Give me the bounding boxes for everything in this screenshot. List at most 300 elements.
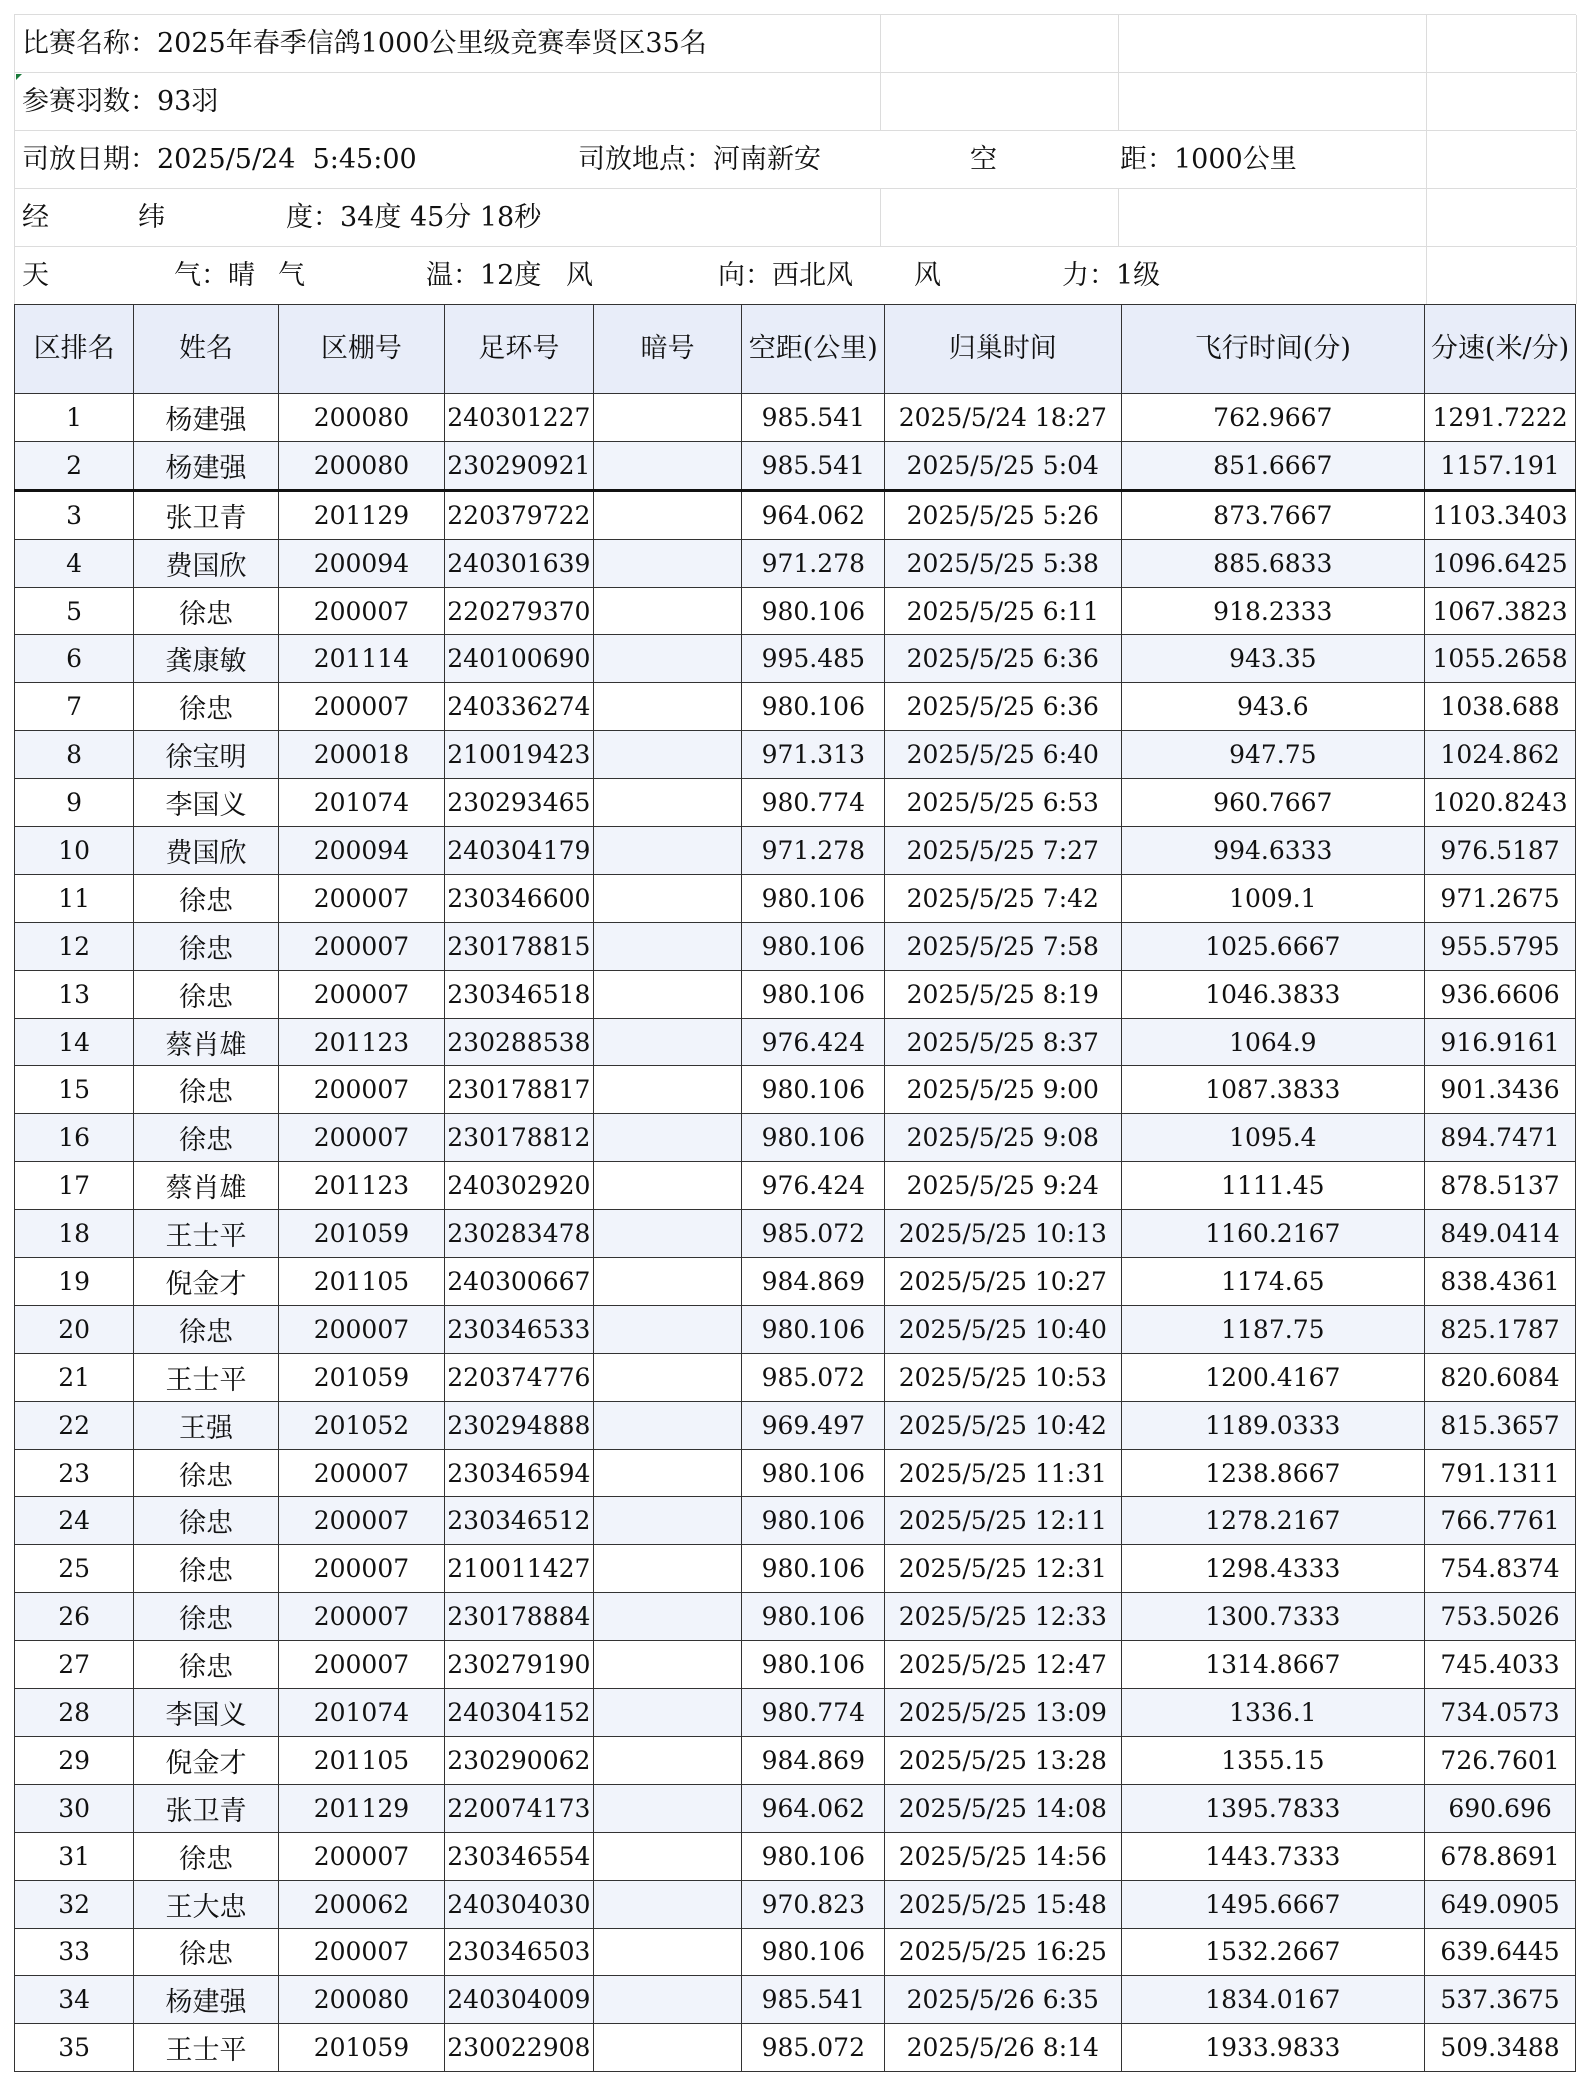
cell-code <box>593 441 742 490</box>
cell-code <box>593 539 742 587</box>
cell-flight-time: 1160.2167 <box>1121 1210 1425 1258</box>
cell-name: 徐忠 <box>134 970 279 1018</box>
cell-loft: 200080 <box>278 1976 444 2024</box>
cell-speed: 1055.2658 <box>1425 635 1576 683</box>
table-row <box>15 1976 1576 2024</box>
cell-rank: 11 <box>15 874 134 922</box>
cell-flight-time: 873.7667 <box>1121 490 1425 539</box>
table-row <box>15 1066 1576 1114</box>
cell-name: 蔡肖雄 <box>134 1018 279 1066</box>
cell-flight-time: 994.6333 <box>1121 827 1425 875</box>
col-header-ring: 足环号 <box>444 305 593 394</box>
col-header-rank: 区排名 <box>15 305 134 394</box>
weather-label-e: 风 <box>566 260 593 291</box>
cell-rank: 27 <box>15 1641 134 1689</box>
cell-arrival: 2025/5/25 7:27 <box>885 827 1121 875</box>
cell-arrival: 2025/5/25 14:08 <box>885 1784 1121 1832</box>
cell-distance: 984.869 <box>742 1736 885 1784</box>
cell-ring: 230293465 <box>444 779 593 827</box>
cell-loft: 200094 <box>278 827 444 875</box>
wind-direction: 向：西北风 <box>718 260 853 291</box>
results-sheet <box>14 14 1576 2072</box>
cell-distance: 971.278 <box>742 827 885 875</box>
cell-rank: 25 <box>15 1545 134 1593</box>
cell-arrival: 2025/5/25 10:42 <box>885 1401 1121 1449</box>
cell-ring: 230178817 <box>444 1066 593 1114</box>
cell-rank: 5 <box>15 587 134 635</box>
table-row <box>15 587 1576 635</box>
cell-arrival: 2025/5/25 5:38 <box>885 539 1121 587</box>
cell-distance: 980.106 <box>742 1066 885 1114</box>
cell-loft: 201074 <box>278 779 444 827</box>
cell-flight-time: 1300.7333 <box>1121 1593 1425 1641</box>
cell-ring: 230346533 <box>444 1305 593 1353</box>
cell-arrival: 2025/5/25 10:53 <box>885 1353 1121 1401</box>
cell-flight-time: 1532.2667 <box>1121 1928 1425 1976</box>
cell-arrival: 2025/5/25 15:48 <box>885 1880 1121 1928</box>
cell-flight-time: 1009.1 <box>1121 874 1425 922</box>
cell-flight-time: 1046.3833 <box>1121 970 1425 1018</box>
cell-rank: 7 <box>15 683 134 731</box>
cell-distance: 980.106 <box>742 1114 885 1162</box>
coordinates-row <box>14 189 1576 247</box>
cell-name: 杨建强 <box>134 1976 279 2024</box>
cell-ring: 220374776 <box>444 1353 593 1401</box>
cell-code <box>593 779 742 827</box>
cell-code <box>593 1976 742 2024</box>
cell-flight-time: 1111.45 <box>1121 1162 1425 1210</box>
cell-distance: 980.774 <box>742 1689 885 1737</box>
cell-rank: 35 <box>15 2024 134 2072</box>
cell-rank: 17 <box>15 1162 134 1210</box>
cell-distance: 980.106 <box>742 922 885 970</box>
cell-name: 张卫青 <box>134 1784 279 1832</box>
cell-ring: 220074173 <box>444 1784 593 1832</box>
cell-speed: 849.0414 <box>1425 1210 1576 1258</box>
entries-count: 参赛羽数：93羽 <box>22 86 219 117</box>
cell-flight-time: 1834.0167 <box>1121 1976 1425 2024</box>
cell-loft: 200007 <box>278 1545 444 1593</box>
cell-speed: 976.5187 <box>1425 827 1576 875</box>
cell-loft: 201105 <box>278 1736 444 1784</box>
cell-speed: 901.3436 <box>1425 1066 1576 1114</box>
cell-speed: 1067.3823 <box>1425 587 1576 635</box>
cell-ring: 230346518 <box>444 970 593 1018</box>
cell-code <box>593 970 742 1018</box>
cell-rank: 28 <box>15 1689 134 1737</box>
cell-speed: 1038.688 <box>1425 683 1576 731</box>
cell-loft: 201114 <box>278 635 444 683</box>
cell-rank: 9 <box>15 779 134 827</box>
cell-ring: 240301639 <box>444 539 593 587</box>
cell-name: 倪金才 <box>134 1736 279 1784</box>
cell-rank: 19 <box>15 1258 134 1306</box>
cell-code <box>593 1401 742 1449</box>
col-header-distance: 空距(公里) <box>742 305 885 394</box>
col-header-name: 姓名 <box>134 305 279 394</box>
cell-code <box>593 1689 742 1737</box>
cell-distance: 980.106 <box>742 683 885 731</box>
cell-loft: 201129 <box>278 1784 444 1832</box>
cell-rank: 29 <box>15 1736 134 1784</box>
cell-name: 徐忠 <box>134 1545 279 1593</box>
table-row <box>15 1736 1576 1784</box>
cell-speed: 678.8691 <box>1425 1832 1576 1880</box>
cell-ring: 210011427 <box>444 1545 593 1593</box>
cell-distance: 971.313 <box>742 731 885 779</box>
cell-ring: 230178812 <box>444 1114 593 1162</box>
cell-name: 徐忠 <box>134 1066 279 1114</box>
table-row <box>15 1641 1576 1689</box>
cell-code <box>593 1018 742 1066</box>
cell-speed: 894.7471 <box>1425 1114 1576 1162</box>
col-header-loft: 区棚号 <box>278 305 444 394</box>
cell-flight-time: 1025.6667 <box>1121 922 1425 970</box>
cell-flight-time: 762.9667 <box>1121 394 1425 442</box>
table-row <box>15 441 1576 490</box>
cell-arrival: 2025/5/25 12:11 <box>885 1497 1121 1545</box>
cell-rank: 6 <box>15 635 134 683</box>
cell-flight-time: 1443.7333 <box>1121 1832 1425 1880</box>
cell-arrival: 2025/5/25 7:42 <box>885 874 1121 922</box>
release-row <box>14 131 1576 189</box>
cell-arrival: 2025/5/25 8:19 <box>885 970 1121 1018</box>
cell-distance: 980.106 <box>742 587 885 635</box>
table-row <box>15 827 1576 875</box>
race-name-row <box>14 14 1576 73</box>
weather-label-a: 天 <box>22 260 49 291</box>
cell-rank: 8 <box>15 731 134 779</box>
cell-rank: 13 <box>15 970 134 1018</box>
cell-loft: 201059 <box>278 1353 444 1401</box>
cell-ring: 210019423 <box>444 731 593 779</box>
cell-code <box>593 1928 742 1976</box>
cell-name: 徐忠 <box>134 1449 279 1497</box>
table-row <box>15 635 1576 683</box>
cell-distance: 980.106 <box>742 1305 885 1353</box>
cell-arrival: 2025/5/25 10:13 <box>885 1210 1121 1258</box>
cell-speed: 878.5137 <box>1425 1162 1576 1210</box>
cell-loft: 200007 <box>278 1114 444 1162</box>
cell-arrival: 2025/5/26 6:35 <box>885 1976 1121 2024</box>
cell-rank: 12 <box>15 922 134 970</box>
cell-ring: 230178815 <box>444 922 593 970</box>
cell-arrival: 2025/5/26 8:14 <box>885 2024 1121 2072</box>
cell-loft: 200007 <box>278 1305 444 1353</box>
cell-name: 杨建强 <box>134 394 279 442</box>
cell-arrival: 2025/5/25 6:36 <box>885 635 1121 683</box>
cell-arrival: 2025/5/25 8:37 <box>885 1018 1121 1066</box>
cell-arrival: 2025/5/25 9:24 <box>885 1162 1121 1210</box>
cell-rank: 10 <box>15 827 134 875</box>
cell-code <box>593 1162 742 1210</box>
cell-loft: 201059 <box>278 2024 444 2072</box>
cell-speed: 971.2675 <box>1425 874 1576 922</box>
table-row <box>15 1545 1576 1593</box>
cell-name: 杨建强 <box>134 441 279 490</box>
cell-ring: 240100690 <box>444 635 593 683</box>
cell-rank: 26 <box>15 1593 134 1641</box>
cell-ring: 230290062 <box>444 1736 593 1784</box>
cell-name: 徐忠 <box>134 683 279 731</box>
cell-arrival: 2025/5/25 13:28 <box>885 1736 1121 1784</box>
cell-loft: 201129 <box>278 490 444 539</box>
cell-name: 徐忠 <box>134 1497 279 1545</box>
cell-rank: 3 <box>15 490 134 539</box>
cell-flight-time: 885.6833 <box>1121 539 1425 587</box>
cell-code <box>593 1066 742 1114</box>
cell-distance: 980.106 <box>742 874 885 922</box>
cell-flight-time: 1064.9 <box>1121 1018 1425 1066</box>
cell-code <box>593 635 742 683</box>
table-row <box>15 970 1576 1018</box>
cell-rank: 14 <box>15 1018 134 1066</box>
cell-distance: 980.774 <box>742 779 885 827</box>
weather-value: 气：晴 <box>174 260 255 291</box>
cell-code <box>593 394 742 442</box>
cell-speed: 753.5026 <box>1425 1593 1576 1641</box>
cell-distance: 964.062 <box>742 490 885 539</box>
table-row <box>15 1880 1576 1928</box>
cell-code <box>593 1258 742 1306</box>
cell-loft: 200018 <box>278 731 444 779</box>
distance-value: 距：1000公里 <box>1120 144 1297 175</box>
table-row <box>15 1114 1576 1162</box>
cell-ring: 230288538 <box>444 1018 593 1066</box>
entries-row <box>14 73 1576 131</box>
cell-distance: 980.106 <box>742 1545 885 1593</box>
cell-speed: 791.1311 <box>1425 1449 1576 1497</box>
cell-rank: 32 <box>15 1880 134 1928</box>
cell-speed: 766.7761 <box>1425 1497 1576 1545</box>
cell-name: 李国义 <box>134 1689 279 1737</box>
cell-ring: 230346503 <box>444 1928 593 1976</box>
cell-loft: 200007 <box>278 1832 444 1880</box>
cell-name: 徐忠 <box>134 587 279 635</box>
cell-code <box>593 731 742 779</box>
cell-code <box>593 1784 742 1832</box>
cell-rank: 21 <box>15 1353 134 1401</box>
cell-speed: 1103.3403 <box>1425 490 1576 539</box>
cell-distance: 985.541 <box>742 394 885 442</box>
cell-arrival: 2025/5/25 9:08 <box>885 1114 1121 1162</box>
cell-loft: 200007 <box>278 1066 444 1114</box>
cell-distance: 980.106 <box>742 1641 885 1689</box>
results-table <box>14 304 1576 2072</box>
cell-loft: 200007 <box>278 683 444 731</box>
cell-ring: 220379722 <box>444 490 593 539</box>
cell-distance: 985.541 <box>742 441 885 490</box>
cell-ring: 240300667 <box>444 1258 593 1306</box>
table-row <box>15 1353 1576 1401</box>
cell-name: 费国欣 <box>134 827 279 875</box>
cell-arrival: 2025/5/24 18:27 <box>885 394 1121 442</box>
table-row <box>15 1449 1576 1497</box>
cell-loft: 200062 <box>278 1880 444 1928</box>
cell-loft: 200007 <box>278 970 444 1018</box>
cell-arrival: 2025/5/25 6:36 <box>885 683 1121 731</box>
cell-name: 李国义 <box>134 779 279 827</box>
cell-loft: 201123 <box>278 1162 444 1210</box>
table-row <box>15 1018 1576 1066</box>
cell-code <box>593 1449 742 1497</box>
cell-loft: 200007 <box>278 1641 444 1689</box>
release-date: 司放日期：2025/5/24 5:45:00 <box>22 144 417 175</box>
table-row <box>15 1210 1576 1258</box>
cell-speed: 825.1787 <box>1425 1305 1576 1353</box>
cell-distance: 971.278 <box>742 539 885 587</box>
cell-arrival: 2025/5/25 5:04 <box>885 441 1121 490</box>
coord-value: 度：34度 45分 18秒 <box>286 202 542 233</box>
cell-loft: 200007 <box>278 587 444 635</box>
cell-loft: 200007 <box>278 874 444 922</box>
cell-name: 蔡肖雄 <box>134 1162 279 1210</box>
release-place: 司放地点：河南新安 <box>578 144 821 175</box>
cell-ring: 230178884 <box>444 1593 593 1641</box>
table-row <box>15 731 1576 779</box>
cell-ring: 230022908 <box>444 2024 593 2072</box>
cell-flight-time: 1200.4167 <box>1121 1353 1425 1401</box>
cell-name: 费国欣 <box>134 539 279 587</box>
cell-arrival: 2025/5/25 6:53 <box>885 779 1121 827</box>
cell-arrival: 2025/5/25 12:33 <box>885 1593 1121 1641</box>
cell-rank: 31 <box>15 1832 134 1880</box>
cell-name: 徐忠 <box>134 1641 279 1689</box>
cell-ring: 240304152 <box>444 1689 593 1737</box>
cell-loft: 200080 <box>278 441 444 490</box>
cell-flight-time: 1336.1 <box>1121 1689 1425 1737</box>
cell-speed: 745.4033 <box>1425 1641 1576 1689</box>
cell-ring: 240304179 <box>444 827 593 875</box>
cell-code <box>593 1736 742 1784</box>
cell-flight-time: 1933.9833 <box>1121 2024 1425 2072</box>
cell-code <box>593 1832 742 1880</box>
cell-speed: 936.6606 <box>1425 970 1576 1018</box>
table-row <box>15 394 1576 442</box>
cell-flight-time: 1278.2167 <box>1121 1497 1425 1545</box>
cell-arrival: 2025/5/25 5:26 <box>885 490 1121 539</box>
cell-distance: 985.072 <box>742 1210 885 1258</box>
table-row <box>15 1593 1576 1641</box>
cell-flight-time: 1187.75 <box>1121 1305 1425 1353</box>
cell-distance: 980.106 <box>742 1928 885 1976</box>
cell-distance: 995.485 <box>742 635 885 683</box>
cell-loft: 200094 <box>278 539 444 587</box>
cell-speed: 537.3675 <box>1425 1976 1576 2024</box>
cell-speed: 1291.7222 <box>1425 394 1576 442</box>
cell-arrival: 2025/5/25 6:40 <box>885 731 1121 779</box>
cell-name: 王士平 <box>134 1353 279 1401</box>
cell-arrival: 2025/5/25 9:00 <box>885 1066 1121 1114</box>
cell-flight-time: 1087.3833 <box>1121 1066 1425 1114</box>
cell-speed: 509.3488 <box>1425 2024 1576 2072</box>
cell-speed: 916.9161 <box>1425 1018 1576 1066</box>
table-row <box>15 1689 1576 1737</box>
cell-ring: 230283478 <box>444 1210 593 1258</box>
cell-code <box>593 2024 742 2072</box>
cell-name: 王强 <box>134 1401 279 1449</box>
cell-ring: 230294888 <box>444 1401 593 1449</box>
col-header-speed: 分速(米/分) <box>1425 305 1576 394</box>
cell-ring: 230346554 <box>444 1832 593 1880</box>
cell-arrival: 2025/5/25 12:31 <box>885 1545 1121 1593</box>
cell-ring: 240336274 <box>444 683 593 731</box>
cell-code <box>593 1593 742 1641</box>
cell-name: 倪金才 <box>134 1258 279 1306</box>
cell-ring: 230290921 <box>444 441 593 490</box>
cell-code <box>593 1353 742 1401</box>
cell-speed: 754.8374 <box>1425 1545 1576 1593</box>
cell-flight-time: 943.35 <box>1121 635 1425 683</box>
cell-name: 王士平 <box>134 1210 279 1258</box>
cell-loft: 201074 <box>278 1689 444 1737</box>
cell-name: 徐忠 <box>134 874 279 922</box>
cell-code <box>593 1114 742 1162</box>
cell-flight-time: 1238.8667 <box>1121 1449 1425 1497</box>
cell-loft: 200007 <box>278 1449 444 1497</box>
cell-ring: 240304030 <box>444 1880 593 1928</box>
cell-arrival: 2025/5/25 14:56 <box>885 1832 1121 1880</box>
cell-distance: 980.106 <box>742 1497 885 1545</box>
cell-name: 徐忠 <box>134 1305 279 1353</box>
temperature: 温：12度 <box>426 260 542 291</box>
cell-loft: 201059 <box>278 1210 444 1258</box>
cell-code <box>593 1497 742 1545</box>
cell-loft: 201105 <box>278 1258 444 1306</box>
cell-rank: 16 <box>15 1114 134 1162</box>
cell-flight-time: 1495.6667 <box>1121 1880 1425 1928</box>
cell-speed: 726.7601 <box>1425 1736 1576 1784</box>
cell-ring: 230346512 <box>444 1497 593 1545</box>
cell-name: 王士平 <box>134 2024 279 2072</box>
cell-distance: 985.541 <box>742 1976 885 2024</box>
table-row <box>15 683 1576 731</box>
table-row <box>15 1305 1576 1353</box>
cell-flight-time: 1314.8667 <box>1121 1641 1425 1689</box>
cell-arrival: 2025/5/25 11:31 <box>885 1449 1121 1497</box>
cell-distance: 980.106 <box>742 1449 885 1497</box>
cell-name: 张卫青 <box>134 490 279 539</box>
cell-name: 徐忠 <box>134 1928 279 1976</box>
cell-code <box>593 683 742 731</box>
table-row <box>15 1928 1576 1976</box>
cell-flight-time: 851.6667 <box>1121 441 1425 490</box>
cell-code <box>593 490 742 539</box>
cell-rank: 15 <box>15 1066 134 1114</box>
cell-loft: 201052 <box>278 1401 444 1449</box>
cell-name: 徐忠 <box>134 922 279 970</box>
cell-loft: 200007 <box>278 922 444 970</box>
cell-distance: 976.424 <box>742 1018 885 1066</box>
weather-row <box>14 247 1576 304</box>
cell-code <box>593 1210 742 1258</box>
cell-loft: 200080 <box>278 394 444 442</box>
cell-speed: 1157.191 <box>1425 441 1576 490</box>
cell-rank: 22 <box>15 1401 134 1449</box>
cell-distance: 985.072 <box>742 2024 885 2072</box>
table-row <box>15 1497 1576 1545</box>
cell-ring: 220279370 <box>444 587 593 635</box>
cell-code <box>593 1305 742 1353</box>
table-row <box>15 1832 1576 1880</box>
cell-arrival: 2025/5/25 10:27 <box>885 1258 1121 1306</box>
table-row <box>15 1258 1576 1306</box>
race-name: 比赛名称：2025年春季信鸽1000公里级竞赛奉贤区35名 <box>22 28 707 59</box>
cell-flight-time: 943.6 <box>1121 683 1425 731</box>
cell-rank: 34 <box>15 1976 134 2024</box>
cell-rank: 30 <box>15 1784 134 1832</box>
col-header-flight-time: 飞行时间(分) <box>1121 305 1425 394</box>
